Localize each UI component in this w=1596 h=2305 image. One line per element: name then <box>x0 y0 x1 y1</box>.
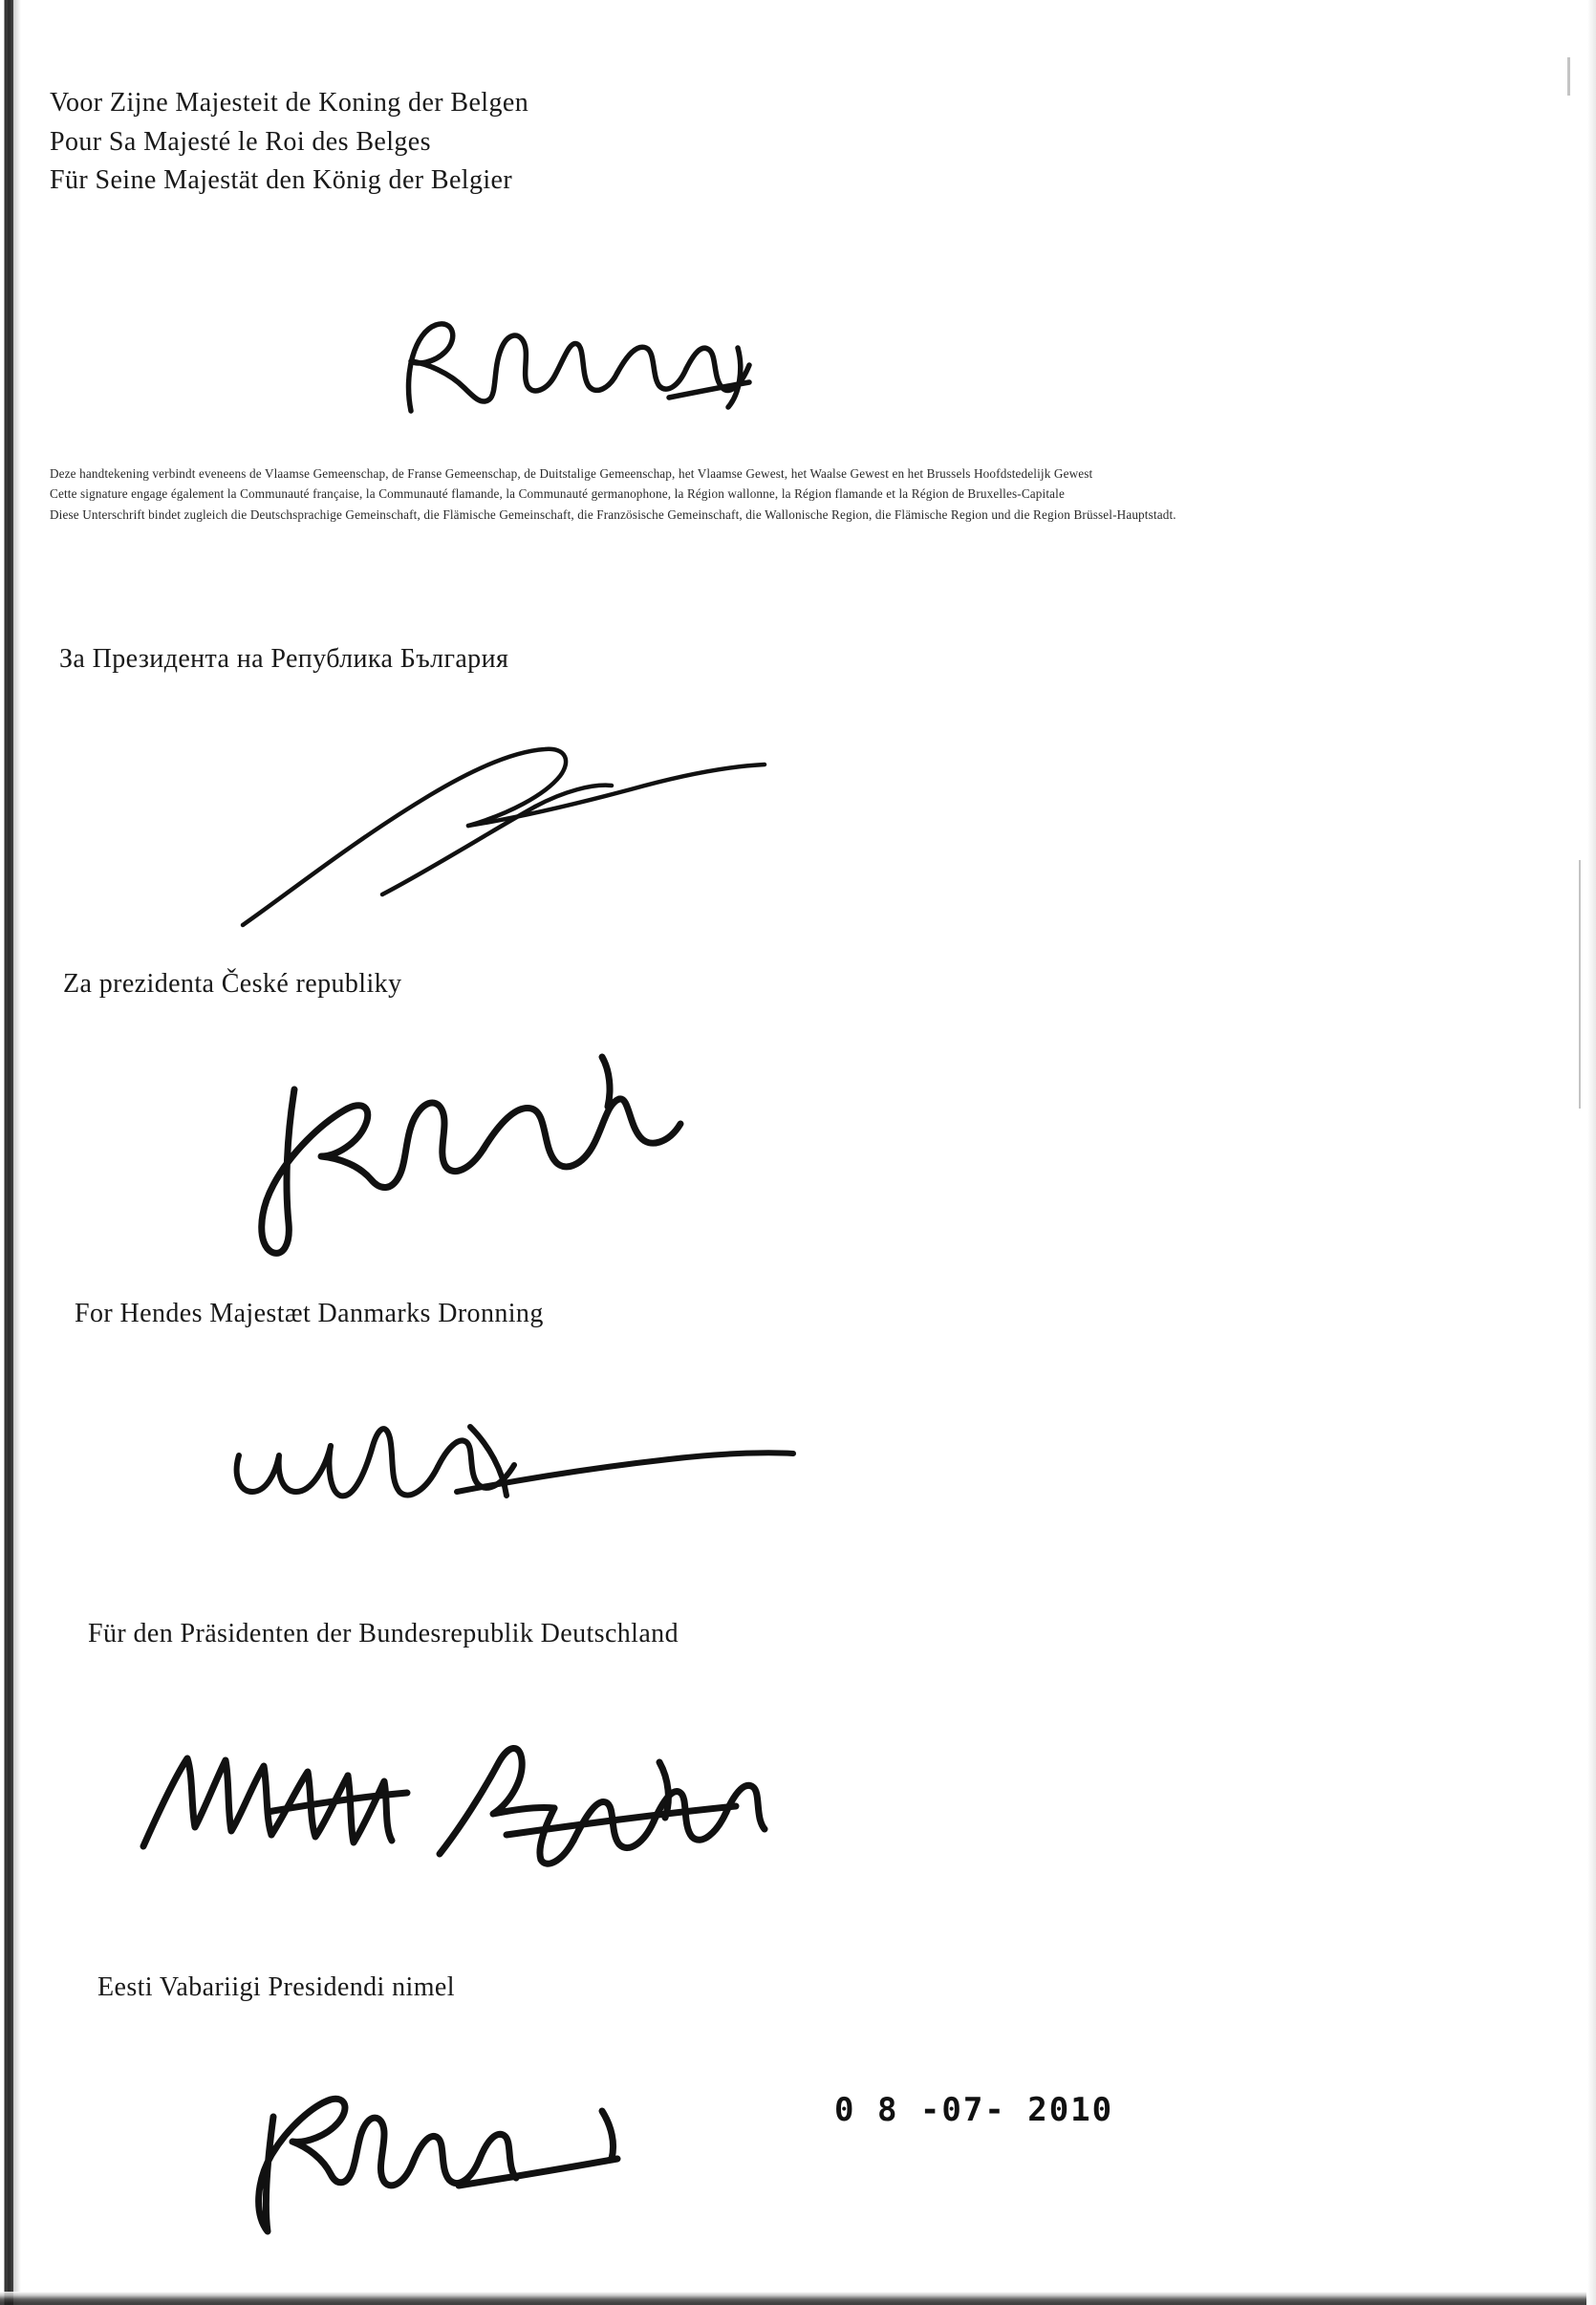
handwritten-signature-belgium <box>382 306 784 430</box>
party-heading-line: Für Seine Majestät den König der Belgier <box>50 165 513 196</box>
footnote-line: Cette signature engage également la Communauté française, la Communauté flamande, la Communauté germanophone, la Région wallonne, la Région flamande et la Région de Bruxelles-Capitale <box>50 486 1065 502</box>
scan-speck <box>1567 57 1570 96</box>
scan-edge-artifact-right <box>1586 0 1596 2305</box>
signature-block-estonia <box>97 1969 455 2008</box>
date-stamp: 0 8 -07- 2010 <box>834 2091 1114 2129</box>
party-heading-line: For Hendes Majestæt Danmarks Dronning <box>75 1299 544 1328</box>
scan-edge-artifact-bottom <box>0 2292 1596 2305</box>
scan-edge-artifact-left-inner <box>8 0 13 2305</box>
party-heading-line: Za prezidenta České republiky <box>63 969 402 999</box>
handwritten-signature-germany <box>124 1720 879 1902</box>
handwritten-signature-estonia <box>239 2059 669 2251</box>
signature-block-germany <box>88 1615 679 1654</box>
party-heading-line: Eesti Vabariigi Presidendi nimel <box>97 1972 455 2002</box>
scan-speck <box>1579 860 1581 1109</box>
handwritten-signature-czech-republic <box>248 1032 860 1271</box>
signature-block-belgium <box>50 84 528 201</box>
signature-block-czech-republic <box>63 965 401 1004</box>
signature-block-bulgaria <box>59 640 508 679</box>
footnote-line: Diese Unterschrift bindet zugleich die Deutschsprachige Gemeinschaft, die Flämische Gemeinschaft, die Französische Gemeinschaft, die Wallonische Region, die Flämische Region und die Region Brüssel-Hauptstadt. <box>50 506 1176 522</box>
party-heading-line: Voor Zijne Majesteit de Koning der Belgen <box>50 88 529 118</box>
scan-edge-artifact-left <box>0 0 29 2305</box>
signature-block-denmark <box>75 1295 544 1334</box>
party-heading-line: Pour Sa Majesté le Roi des Belges <box>50 126 431 157</box>
belgium-footnote <box>50 463 1512 525</box>
party-heading-line: За Президента на Република България <box>59 644 509 674</box>
handwritten-signature-denmark <box>220 1400 851 1553</box>
party-heading-line: Für den Präsidenten der Bundesrepublik Deutschland <box>88 1619 679 1648</box>
handwritten-signature-bulgaria <box>229 726 898 937</box>
footnote-line: Deze handtekening verbindt eveneens de Vlaamse Gemeenschap, de Franse Gemeenschap, de Duitstalige Gemeenschap, het Vlaamse Gewest, het Waalse Gewest en het Brussels Hoofdstedelijk Gewest <box>50 466 1093 481</box>
